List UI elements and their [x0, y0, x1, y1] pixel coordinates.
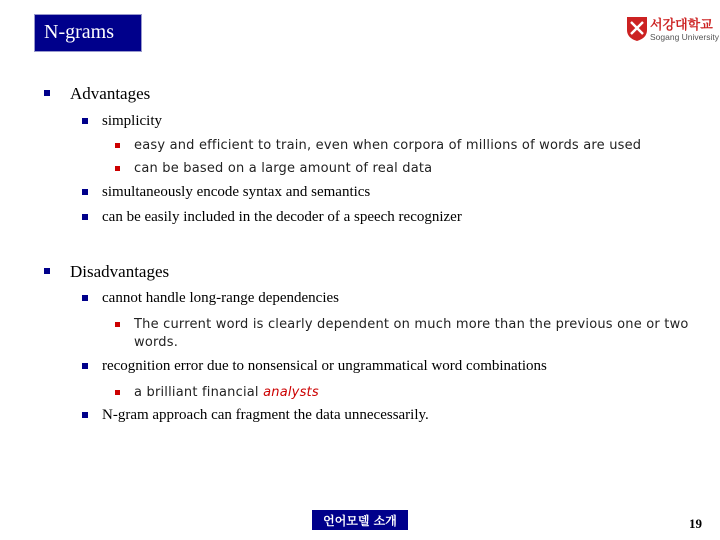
emblem-icon — [626, 16, 648, 42]
logo-korean: 서강대학교 — [650, 18, 713, 33]
bullet-icon — [82, 214, 88, 220]
bullet-icon — [82, 118, 88, 124]
university-logo — [626, 14, 719, 46]
bullet-icon — [82, 295, 88, 301]
emphasis-text: analysts — [263, 385, 319, 400]
slide-title: N-grams — [44, 21, 114, 43]
bullet-icon — [115, 166, 120, 171]
bullet-icon — [115, 390, 120, 395]
footer-label: 언어모델 소개 — [323, 514, 397, 528]
bullet-icon — [82, 363, 88, 369]
bullet-icon — [115, 322, 120, 327]
bullet-icon — [82, 412, 88, 418]
bullet-icon — [82, 189, 88, 195]
bullet-icon — [44, 90, 50, 96]
bullet-icon — [44, 268, 50, 274]
logo-english: Sogang University — [650, 32, 719, 42]
slide-title-box — [34, 14, 142, 52]
bullet-icon — [115, 143, 120, 148]
footer-label-box — [312, 510, 408, 530]
page-number: 19 — [689, 516, 702, 531]
